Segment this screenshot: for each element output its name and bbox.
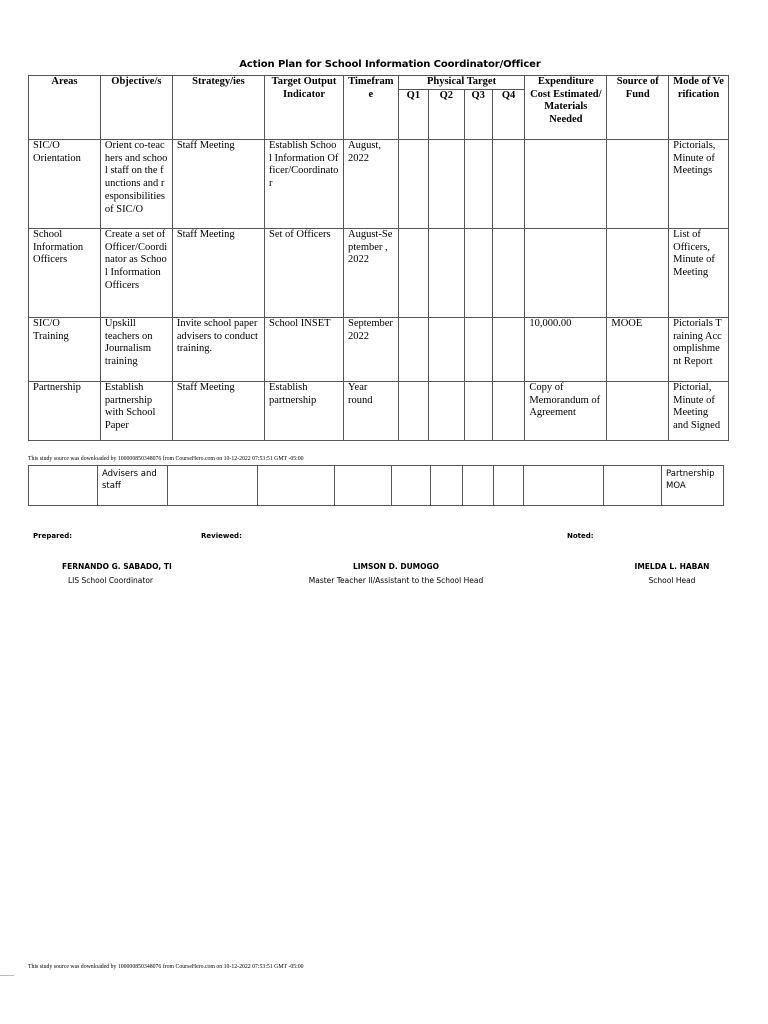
continuation-table <box>28 465 724 506</box>
header-q1: Q1 <box>398 90 428 140</box>
cell-area: SIC/O Training <box>29 318 101 382</box>
cell-mode: Partnership MOA <box>662 466 724 506</box>
cell-expenditure <box>524 466 604 506</box>
cell-target: Establish partnership <box>265 382 344 441</box>
table-row <box>29 466 724 506</box>
noted-name: IMELDA L. HABAN <box>634 562 710 571</box>
cell-q3 <box>464 140 492 229</box>
cell-q4 <box>494 466 524 506</box>
source-note-footer: This study source was downloaded by 100000850348076 from CourseHero.com on 10-12-2022 07:53:51 GMT -05:00 <box>28 964 304 970</box>
cell-expenditure: Copy of Memorandum of Agreement <box>525 382 607 441</box>
cell-objective: Establish partnership with School Paper <box>100 382 172 441</box>
header-objectives: Objective/s <box>100 76 172 140</box>
table-row <box>29 140 729 229</box>
cell-fund: MOOE <box>607 318 669 382</box>
cell-timeframe: Year round <box>344 382 399 441</box>
cell-objective: Create a set of Officer/Coordinator as School Information Officers <box>100 229 172 318</box>
cell-area <box>29 466 98 506</box>
header-q2: Q2 <box>429 90 464 140</box>
cell-q1 <box>392 466 431 506</box>
reviewed-title: Master Teacher II/Assistant to the School Head <box>308 576 484 585</box>
table-row <box>29 382 729 441</box>
cell-expenditure <box>525 140 607 229</box>
cell-q2 <box>429 229 464 318</box>
noted-title: School Head <box>648 576 696 585</box>
cell-timeframe: August-September , 2022 <box>344 229 399 318</box>
cell-q2 <box>431 466 463 506</box>
page-title: Action Plan for School Information Coordinator/Officer <box>239 59 541 70</box>
cell-timeframe: September 2022 <box>344 318 399 382</box>
noted-label: Noted: <box>567 532 594 540</box>
header-areas: Areas <box>29 76 101 140</box>
cell-area: School Information Officers <box>29 229 101 318</box>
cell-q2 <box>429 318 464 382</box>
cell-strategy: Staff Meeting <box>172 140 264 229</box>
cell-fund <box>604 466 662 506</box>
header-q4: Q4 <box>492 90 524 140</box>
cell-q3 <box>464 318 492 382</box>
header-timeframe: Timeframe <box>344 76 399 140</box>
cell-q1 <box>398 382 428 441</box>
page-edge-mark <box>0 975 14 976</box>
cell-q2 <box>429 382 464 441</box>
cell-strategy: Staff Meeting <box>172 382 264 441</box>
cell-q4 <box>492 140 524 229</box>
reviewed-label: Reviewed: <box>201 532 242 540</box>
cell-expenditure <box>525 229 607 318</box>
action-plan-table <box>28 75 729 441</box>
cell-strategy: Staff Meeting <box>172 229 264 318</box>
cell-target <box>258 466 335 506</box>
header-mode: Mode of Verification <box>669 76 729 140</box>
header-row <box>29 76 729 90</box>
table-row <box>29 318 729 382</box>
header-target-output: Target Output Indicator <box>265 76 344 140</box>
header-strategy: Strategy/ies <box>172 76 264 140</box>
cell-q3 <box>463 466 494 506</box>
cell-q1 <box>398 318 428 382</box>
table-row <box>29 229 729 318</box>
cell-q3 <box>464 229 492 318</box>
cell-strategy <box>168 466 258 506</box>
prepared-name: FERNANDO G. SABADO, TI <box>62 562 172 571</box>
header-source-fund: Source of Fund <box>607 76 669 140</box>
cell-timeframe <box>335 466 392 506</box>
source-note: This study source was downloaded by 100000850348076 from CourseHero.com on 10-12-2022 07:53:51 GMT -05:00 <box>28 456 304 462</box>
cell-target: School INSET <box>265 318 344 382</box>
cell-objective: Advisers and staff <box>98 466 168 506</box>
cell-strategy: Invite school paper advisers to conduct training. <box>172 318 264 382</box>
cell-q4 <box>492 318 524 382</box>
cell-target: Set of Officers <box>265 229 344 318</box>
cell-q1 <box>398 229 428 318</box>
prepared-title: LIS School Coordinator <box>68 576 153 585</box>
cell-q2 <box>429 140 464 229</box>
reviewed-name: LIMSON D. DUMOGO <box>352 562 440 571</box>
header-q3: Q3 <box>464 90 492 140</box>
cell-area: SIC/O Orientation <box>29 140 101 229</box>
cell-q1 <box>398 140 428 229</box>
cell-objective: Orient co-teachers and school staff on the functions and responsibilities of SIC/O <box>100 140 172 229</box>
header-physical-target: Physical Target <box>398 76 525 90</box>
cell-expenditure: 10,000.00 <box>525 318 607 382</box>
cell-timeframe: August, 2022 <box>344 140 399 229</box>
cell-fund <box>607 229 669 318</box>
cell-mode: Pictorial, Minute of Meeting and Signed <box>669 382 729 441</box>
cell-objective: Upskill teachers on Journalism training <box>100 318 172 382</box>
cell-mode: List of Officers, Minute of Meeting <box>669 229 729 318</box>
cell-mode: Pictorials Training Accomplishment Report <box>669 318 729 382</box>
cell-q3 <box>464 382 492 441</box>
header-expenditure: Expenditure Cost Estimated/ Materials Needed <box>525 76 607 140</box>
cell-fund <box>607 382 669 441</box>
prepared-label: Prepared: <box>33 532 73 540</box>
cell-fund <box>607 140 669 229</box>
cell-q4 <box>492 229 524 318</box>
cell-target: Establish School Information Officer/Coordinator <box>265 140 344 229</box>
cell-area: Partnership <box>29 382 101 441</box>
cell-mode: Pictorials, Minute of Meetings <box>669 140 729 229</box>
cell-q4 <box>492 382 524 441</box>
